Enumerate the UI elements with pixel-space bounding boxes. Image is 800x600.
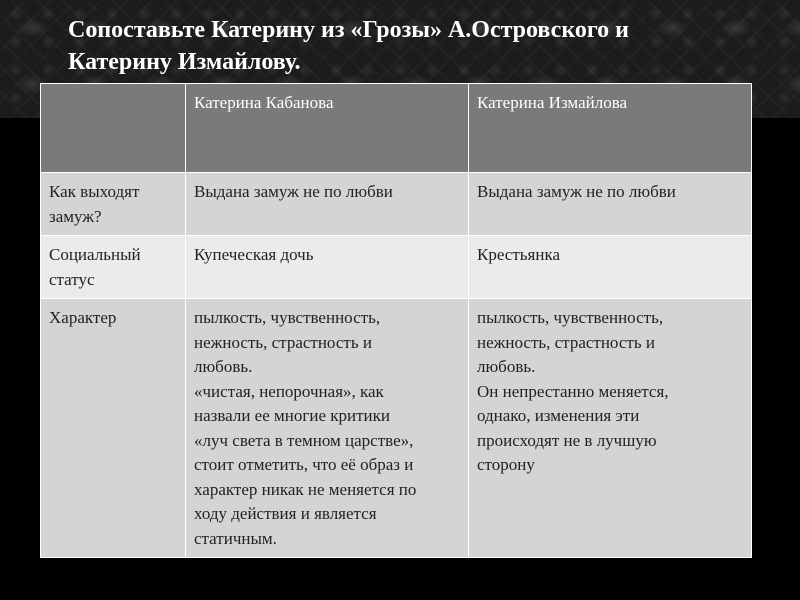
kabanova-cell: пылкость, чувственность, нежность, страстность и любовь. «чистая, непорочная», как назвали ее многие критики «луч света в темном царстве», стоит отметить, что её образ и характер никак не меняется по ходу действия и является статичным. bbox=[186, 299, 469, 558]
row-label-cell: Характер bbox=[41, 299, 186, 558]
table-row bbox=[41, 236, 752, 299]
row-label-cell: Как выходят замуж? bbox=[41, 173, 186, 236]
kabanova-cell: Выдана замуж не по любви bbox=[186, 173, 469, 236]
header-cell-izmailova: Катерина Измайлова bbox=[469, 84, 752, 173]
izmailova-cell: пылкость, чувственность, нежность, страстность и любовь. Он непрестанно меняется, однако, изменения эти происходят не в лучшую сторону bbox=[469, 299, 752, 558]
table-row bbox=[41, 299, 752, 558]
row-label-cell: Социальный статус bbox=[41, 236, 186, 299]
slide-title: Сопоставьте Катерину из «Грозы» А.Островского и Катерину Измайлову. bbox=[68, 17, 629, 75]
comparison-table bbox=[40, 83, 752, 558]
izmailova-cell: Крестьянка bbox=[469, 236, 752, 299]
comparison-table-wrapper bbox=[40, 83, 751, 558]
table-row bbox=[41, 173, 752, 236]
table-header-row bbox=[41, 84, 752, 173]
izmailova-cell: Выдана замуж не по любви bbox=[469, 173, 752, 236]
header-cell-empty bbox=[41, 84, 186, 173]
kabanova-cell: Купеческая дочь bbox=[186, 236, 469, 299]
header-cell-kabanova: Катерина Кабанова bbox=[186, 84, 469, 173]
